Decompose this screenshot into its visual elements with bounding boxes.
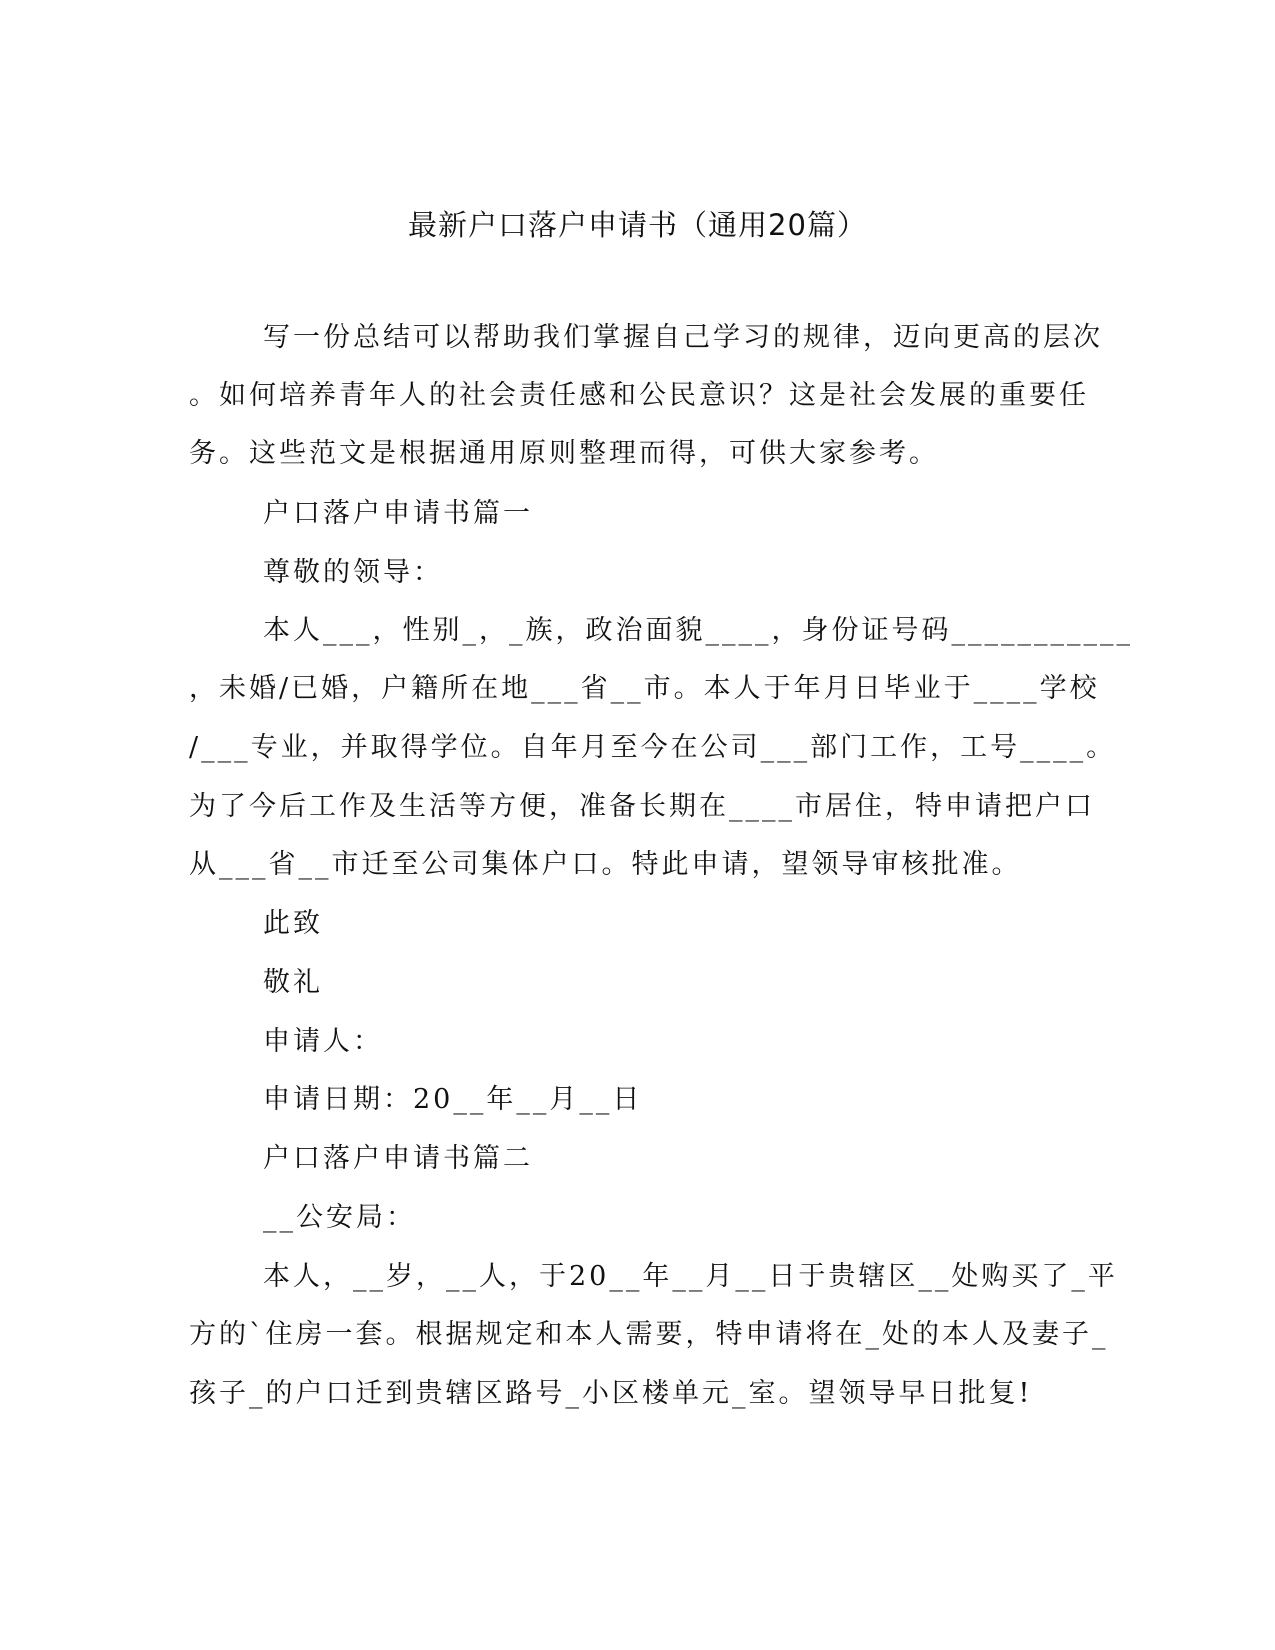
section1-body-line-1: 本人___，性别_，_族，政治面貌____，身份证号码___________ [263, 615, 1133, 646]
section1-salutation: 尊敬的领导： [263, 557, 443, 588]
section1-body-line-3: /___专业，并取得学位。自年月至今在公司___部门工作，工号____。 [189, 732, 1117, 763]
intro-line-1: 写一份总结可以帮助我们掌握自己学习的规律，迈向更高的层次 [263, 322, 1103, 353]
closing-jingli: 敬礼 [263, 967, 323, 998]
section1-body-line-5: 从___省__市迁至公司集体户口。特此申请，望领导审核批准。 [189, 849, 1022, 880]
section1-heading: 户口落户申请书篇一 [263, 498, 533, 529]
closing-cizhi: 此致 [263, 908, 323, 939]
section2-salutation: __公安局： [263, 1202, 416, 1233]
section2-body-line-2: 方的`住房一套。根据规定和本人需要，特申请将在_处的本人及妻子_ [189, 1319, 1109, 1350]
section2-heading: 户口落户申请书篇二 [263, 1143, 533, 1174]
intro-line-3: 务。这些范文是根据通用原则整理而得，可供大家参考。 [189, 438, 939, 469]
intro-line-2: 。如何培养青年人的社会责任感和公民意识？这是社会发展的重要任 [189, 380, 1089, 411]
applicant-label: 申请人： [263, 1026, 383, 1057]
application-date: 申请日期：20__年__月__日 [263, 1084, 643, 1115]
page-title: 最新户口落户申请书（通用20篇） [408, 208, 867, 242]
section1-body-line-4: 为了今后工作及生活等方便，准备长期在____市居住，特申请把户口 [189, 791, 1095, 822]
section2-body-line-3: 孩子_的户口迁到贵辖区路号_小区楼单元_室。望领导早日批复! [189, 1378, 1033, 1409]
section2-body-line-1: 本人，__岁，__人，于20__年__月__日于贵辖区__处购买了_平 [263, 1261, 1118, 1292]
section1-body-line-2: ，未婚/已婚，户籍所在地___省__市。本人于年月日毕业于____学校 [189, 673, 1100, 704]
